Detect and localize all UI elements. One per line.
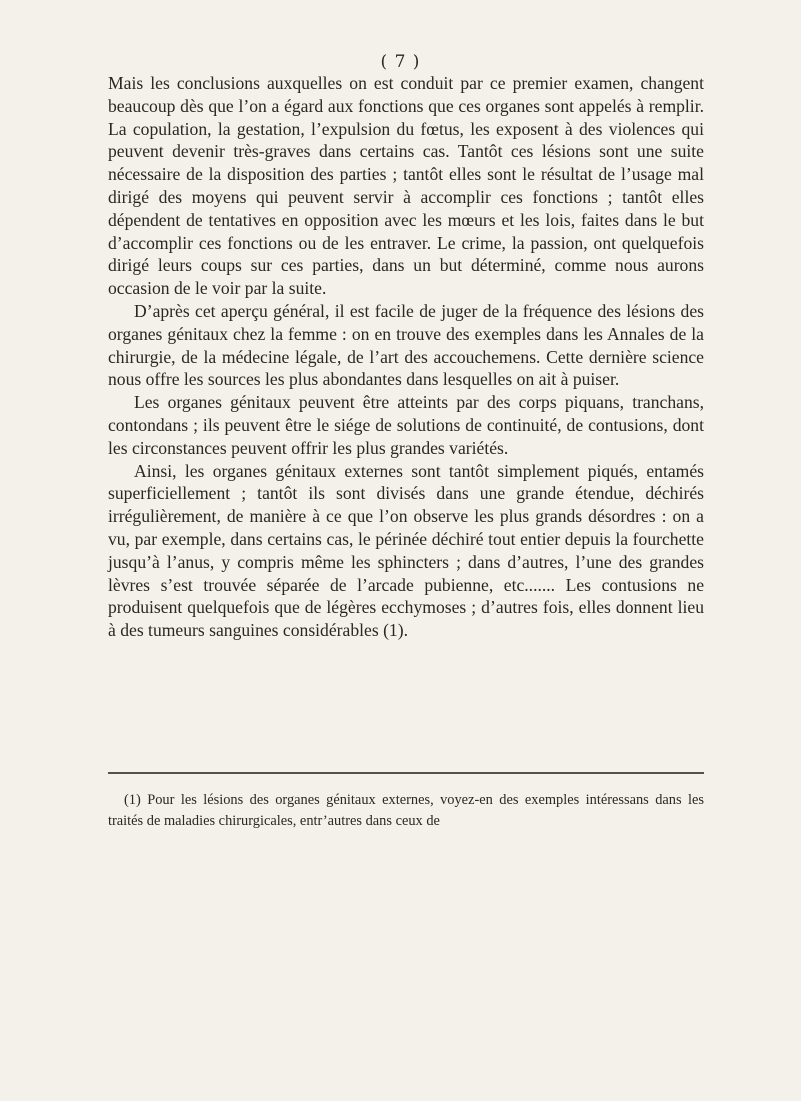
footnote [108, 790, 704, 832]
paragraph-3: Les organes génitaux peuvent être atteints par des corps piquans, tranchans, contondans ; ils peuvent être le siége de solutions de continuité, de contusions, dont les circonstances peuvent offrir les plus grandes variétés. [108, 392, 704, 458]
paragraph-1: Mais les conclusions auxquelles on est conduit par ce premier examen, changent beaucoup dès que l’on a égard aux fonctions que ces organes sont appelés à remplir. La copulation, la gestation, l’expulsion du fœtus, les exposent à des violences qui peuvent devenir très-graves dans certains cas. Tantôt ces lésions sont une suite nécessaire de la disposition des parties ; tantôt elles sont le résultat de l’usage mal dirigé des moyens qui peuvent servir à accomplir ces fonctions ; tantôt elles dépendent de tentatives en opposition avec les mœurs et les lois, faites dans le but d’accomplir ces fonctions ou de les entraver. Le crime, la passion, ont quelquefois dirigé leurs coups sur ces parties, dans un but déterminé, comme nous aurons occasion de le voir par la suite. [108, 73, 704, 299]
paragraph-4: Ainsi, les organes génitaux externes sont tantôt simplement piqués, entamés superficiellement ; tantôt ils sont divisés dans une grande étendue, déchirés irrégulièrement, de manière à ce que l’on observe les plus grands désordres : on a vu, par exemple, dans certains cas, le périnée déchiré tout entier depuis la fourchette jusqu’à l’anus, y compris même les sphincters ; dans d’autres, l’une des grandes lèvres s’est trouvée séparée de l’arcade pubienne, etc....... Les contusions ne produisent quelquefois que de légères ecchymoses ; d’autres fois, elles donnent lieu à des tumeurs sanguines considérables (1). [108, 460, 704, 641]
footnote-separator [108, 772, 704, 774]
body-text [108, 72, 704, 642]
footnote-text: (1) Pour les lésions des organes génitaux externes, voyez-en des exemples intéressans dans les traités de maladies chirurgicales, entr’autres dans ceux de [108, 792, 704, 829]
page-number: ( 7 ) [380, 52, 421, 72]
paragraph-2: D’après cet aperçu général, il est facile de juger de la fréquence des lésions des organes génitaux chez la femme : on en trouve des exemples dans les Annales de la chirurgie, de la médecine légale, de l’art des accouchemens. Cette dernière science nous offre les sources les plus abondantes dans lesquelles on ait à puiser. [108, 300, 704, 390]
